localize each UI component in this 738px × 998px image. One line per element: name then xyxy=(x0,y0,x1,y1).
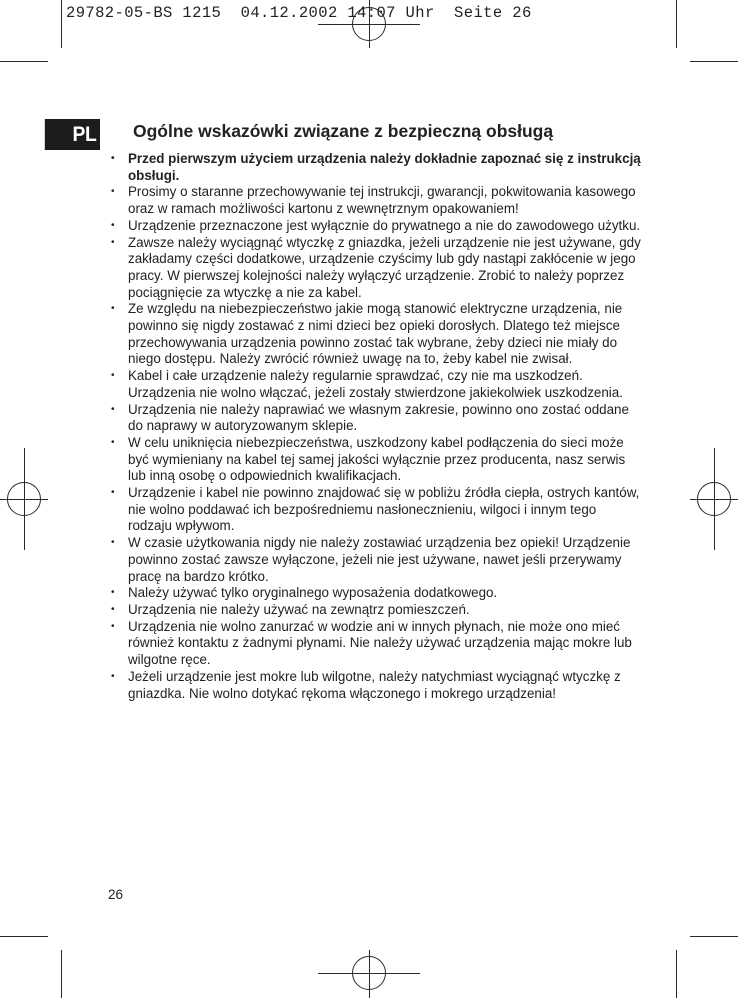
crop-mark-top-left-vertical xyxy=(61,0,62,48)
print-slug: 29782-05-BS 1215 04.12.2002 14:07 Uhr Seite 26 xyxy=(66,4,532,22)
registration-mark-left-icon xyxy=(7,482,41,516)
crop-mark-bottom-left-vertical xyxy=(61,950,62,998)
list-item: • Prosimy o staranne przechowywanie tej instrukcji, gwarancji, pokwitowania kasowego oraz w ramach możliwości kartonu z wewnętrznym opakowaniem! xyxy=(111,184,641,217)
list-item: • Urządzenia nie należy używać na zewnątrz pomieszczeń. xyxy=(111,602,641,619)
list-item: • Urządzenie i kabel nie powinno znajdować się w pobliżu źródła ciepła, ostrych kantów, nie wolno poddawać ich bezpośredniemu nasłonecznieniu, wilgoci i innym tego rodzaju wpływom. xyxy=(111,485,641,535)
list-item: • Jeżeli urządzenie jest mokre lub wilgotne, należy natychmiast wyciągnąć wtyczkę z gniazdka. Nie wolno dotykać rękoma włączonego i mokrego urządzenia! xyxy=(111,669,641,702)
safety-instructions xyxy=(111,151,641,702)
crop-mark-top-right-horizontal xyxy=(690,61,738,62)
crop-mark-bottom-left-horizontal xyxy=(0,936,48,937)
list-item: • Urządzenie przeznaczone jest wyłącznie do prywatnego a nie do zawodowego użytku. xyxy=(111,218,641,235)
page-number: 26 xyxy=(108,887,124,902)
list-item: • Przed pierwszym użyciem urządzenia należy dokładnie zapoznać się z instrukcją obsługi. xyxy=(111,151,641,184)
list-item: • W czasie użytkowania nigdy nie należy zostawiać urządzenia bez opieki! Urządzenie powinno zostać zawsze wyłączone, jeżeli nie jest używane, nawet jeśli przerywamy pracę na bardzo krótko. xyxy=(111,535,641,585)
language-tab: PL xyxy=(45,119,100,150)
list-item: • Zawsze należy wyciągnąć wtyczkę z gniazdka, jeżeli urządzenie nie jest używane, gdy zakładamy części dodatkowe, urządzenie czyścimy lub gdy nastąpi zakłócenie w jego pracy. W pierwszej kolejności należy wyłączyć urządzenie. Zrobić to należy poprzez pociągnięcie za wtyczkę a nie za kabel. xyxy=(111,235,641,302)
registration-mark-right-icon xyxy=(697,482,731,516)
list-item: • Kabel i całe urządzenie należy regularnie sprawdzać, czy nie ma uszkodzeń. Urządzenia nie wolno włączać, jeżeli zostały stwierdzone jakiekolwiek uszkodzenia. xyxy=(111,368,641,401)
list-item: • Urządzenia nie należy naprawiać we własnym zakresie, powinno ono zostać oddane do naprawy w autoryzowanym sklepie. xyxy=(111,402,641,435)
crop-mark-top-right-vertical xyxy=(676,0,677,48)
crop-mark-bottom-right-vertical xyxy=(676,950,677,998)
list-item: • W celu uniknięcia niebezpieczeństwa, uszkodzony kabel podłączenia do sieci może być wymieniany na kabel tej samej jakości wyłącznie przez producenta, nasz serwis lub inną osobę o odpowiednich kwalifikacjach. xyxy=(111,435,641,485)
crop-mark-top-left-horizontal xyxy=(0,61,48,62)
registration-mark-bottom-icon xyxy=(352,956,386,990)
list-item: • Ze względu na niebezpieczeństwo jakie mogą stanowić elektryczne urządzenia, nie powinno się nigdy zostawać z nimi dzieci bez opieki dorosłych. Dlatego też miejsce przechowywania urządzenia powinno zostać tak wybrane, żeby dzieci nie miały do niego dostępu. Należy zwrócić również uwagę na to, żeby kabel nie zwisał. xyxy=(111,301,641,368)
list-item: • Należy używać tylko oryginalnego wyposażenia dodatkowego. xyxy=(111,585,641,602)
crop-mark-bottom-right-horizontal xyxy=(690,936,738,937)
instruction-list xyxy=(111,151,641,702)
list-item: • Urządzenia nie wolno zanurzać w wodzie ani w innych płynach, nie może ono mieć również kontaktu z żadnymi płynami. Nie należy używać urządzenia mając mokre lub wilgotne ręce. xyxy=(111,619,641,669)
page-title: Ogólne wskazówki związane z bezpieczną obsługą xyxy=(133,121,554,141)
